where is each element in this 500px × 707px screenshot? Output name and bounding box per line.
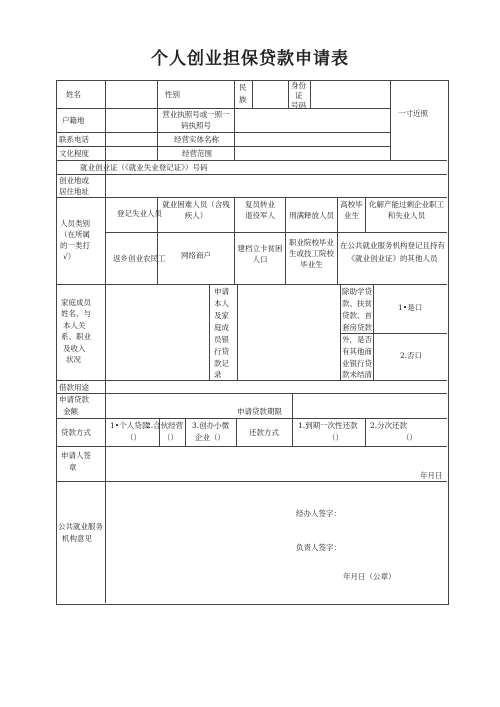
category-other-2: 《就业创业证》的其他人员 — [347, 254, 438, 263]
label-loan-amount-2: 金额 — [63, 407, 78, 416]
label-bank-loan-1: 申请 — [214, 287, 229, 296]
repay-installments-1: 2.分次还款 — [370, 421, 408, 430]
handler-signature: 经办人签字： — [296, 509, 341, 518]
category-graduate-2: 业生 — [344, 211, 359, 220]
label-id-card-1: 身份 — [291, 81, 306, 90]
label-id-card-2: 证 — [295, 91, 303, 100]
opinion-date: 年月日（公章） — [343, 572, 396, 581]
category-overcapacity-1: 化解产能过剩企业职工 — [369, 200, 444, 209]
applicant-date: 年月日 — [420, 471, 443, 480]
label-repay-method: 还款方式 — [249, 428, 279, 437]
category-online: 网络商户 — [181, 251, 211, 260]
label-bank-loan-2: 本人 — [214, 299, 229, 308]
label-gender: 性别 — [165, 90, 180, 99]
category-vocational-3: 毕业生 — [300, 260, 323, 269]
label-bank-loan-7: 款记 — [214, 359, 229, 368]
photo-box: 一寸近照 — [398, 109, 428, 118]
label-applicant-sign-1: 申请人签 — [61, 451, 91, 460]
label-other-loans-3: 贷款、首 — [342, 311, 372, 320]
label-bank-loan-4: 庭成 — [214, 323, 229, 332]
label-opinion-2: 机构意见 — [62, 534, 92, 543]
option-no: 2.否口 — [400, 351, 423, 360]
method-individual-2: （） — [126, 433, 141, 442]
label-certificate: 就业创业证（《就业失业登记证》）号码 — [80, 163, 208, 172]
label-family-5: 及收入 — [63, 344, 86, 353]
label-other-loans-5: 外，是否 — [342, 335, 372, 344]
label-bank-loan-3: 及家 — [214, 311, 229, 320]
label-bank-loan-6: 行贷 — [214, 347, 229, 356]
label-address-2: 居住地址 — [59, 187, 89, 196]
repay-lump-sum-1: 1.到期一次性还款 — [298, 421, 358, 430]
label-other-loans-8: 款未结清 — [342, 370, 372, 379]
method-individual-1: 1•个人贷款 — [110, 421, 150, 430]
category-vocational-2: 生或技工院校 — [289, 249, 334, 258]
label-loan-amount-1: 申请贷款 — [59, 395, 89, 404]
label-applicant-sign-2: 章 — [69, 463, 77, 472]
label-scope: 经营范围 — [182, 149, 212, 158]
repay-lump-sum-2: （） — [328, 433, 343, 442]
category-veteran-1: 复员转业 — [245, 200, 275, 209]
category-graduate-1: 高校毕 — [340, 200, 363, 209]
category-poverty-2: 人口 — [252, 255, 268, 264]
label-family-1: 家庭成员 — [61, 298, 91, 307]
category-poverty-1: 建档立卡贫困 — [237, 244, 283, 253]
label-name: 姓名 — [66, 90, 81, 99]
label-personnel-4: √） — [63, 252, 76, 261]
label-id-card-3: 号码 — [291, 101, 306, 108]
leader-signature: 负责人签字： — [296, 543, 341, 552]
label-phone: 联系电话 — [59, 135, 89, 144]
page-title: 个人创业担保贷款申请表 — [151, 49, 349, 69]
label-bank-loan-5: 员银 — [214, 335, 229, 344]
label-loan-method: 贷款方式 — [61, 428, 91, 437]
label-ethnicity-2: 族 — [239, 95, 247, 104]
label-education: 文化程度 — [59, 149, 89, 158]
label-family-2: 姓名、与 — [61, 309, 91, 318]
label-personnel-2: （在所属 — [60, 230, 90, 239]
label-family-6: 状况 — [66, 355, 81, 364]
category-veteran-2: 退役军人 — [245, 211, 275, 220]
label-opinion-1: 公共就业服务 — [58, 522, 103, 531]
label-other-loans-2: 款、扶贫 — [342, 299, 372, 308]
label-loan-period: 申请贷款期限 — [237, 407, 282, 416]
label-license-1: 营业执照号或一照一 — [162, 110, 230, 119]
label-license-2: 码执照号 — [181, 121, 211, 130]
label-address-1: 创业地或 — [59, 176, 89, 185]
method-enterprise-2: 企业（） — [195, 433, 225, 442]
label-family-4: 系、职业 — [61, 332, 91, 341]
label-loan-purpose: 借款用途 — [59, 383, 89, 392]
label-other-loans-6: 有其他商 — [342, 347, 372, 356]
option-yes: 1•是口 — [398, 303, 423, 312]
category-migrant: 返乡创业农民工 — [113, 254, 166, 263]
category-unemployed: 登记失业人员 — [117, 209, 162, 218]
category-vocational-1: 职业院校毕业 — [289, 238, 334, 247]
label-personnel-1: 人员类别 — [60, 219, 90, 228]
category-released: 刑满释放人员 — [289, 211, 334, 220]
label-other-loans-1: 除助学贷 — [342, 287, 372, 296]
method-enterprise-1: 3.创办小微 — [192, 421, 230, 430]
method-partnership-1: 2.合伙经营 — [146, 421, 184, 430]
label-household: 户籍地 — [62, 116, 85, 125]
category-hardship-2: 疾人） — [184, 211, 208, 220]
category-overcapacity-2: 和失业人员 — [387, 211, 426, 220]
label-family-3: 本人关 — [63, 321, 86, 330]
label-entity: 经营实体名称 — [174, 135, 219, 144]
repay-installments-2: （） — [402, 433, 417, 442]
label-ethnicity-1: 民 — [239, 83, 247, 92]
label-personnel-3: 的一类打 — [60, 241, 90, 250]
label-bank-loan-8: 录 — [214, 370, 222, 379]
category-other-1: 在公共就业服务机构登记且持有 — [340, 241, 445, 250]
label-other-loans-4: 套房贷款 — [342, 323, 372, 332]
method-partnership-2: （） — [163, 433, 178, 442]
category-hardship-1: 就业困难人员（含残 — [162, 200, 230, 209]
label-other-loans-7: 业银行贷 — [342, 359, 372, 368]
